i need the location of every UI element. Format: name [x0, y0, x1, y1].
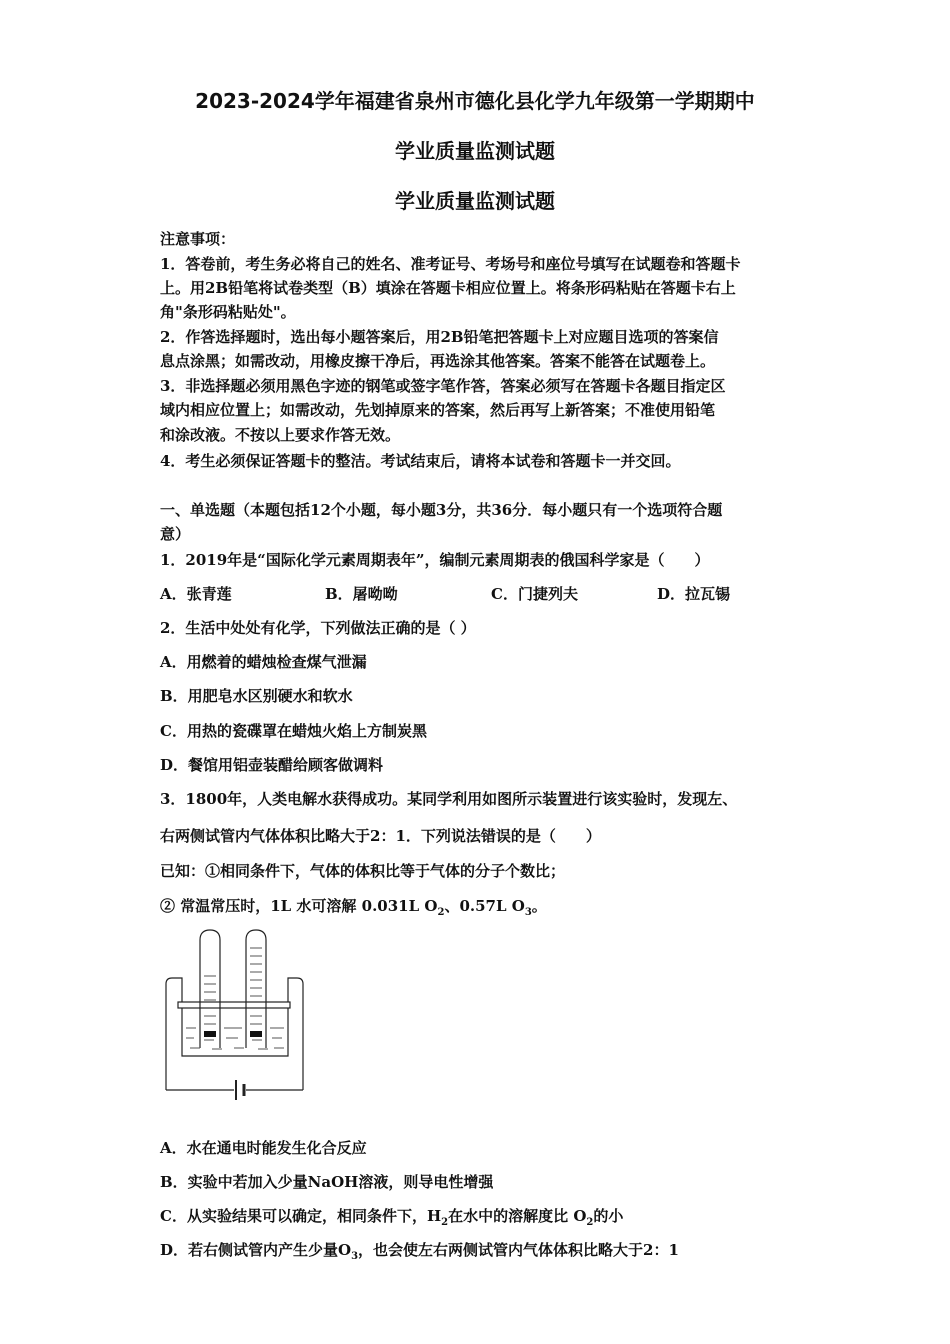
title-line-1: 2023-2024学年福建省泉州市德化县化学九年级第一学期期中 [195, 89, 755, 113]
notice-line: 上。用2B铅笔将试卷类型（B）填涂在答题卡相应位置上。将条形码粘贴在答题卡右上 [160, 279, 736, 297]
q1-option-d: D．拉瓦锡 [657, 585, 731, 603]
notice-line: 和涂改液。不按以上要求作答无效。 [160, 426, 401, 444]
left-test-tube [200, 930, 220, 1048]
q2-option-c: C．用热的瓷碟罩在蜡烛火焰上方制炭黑 [160, 722, 427, 740]
q1-option-b: B．屠呦呦 [325, 585, 398, 603]
notice-line: 4．考生必须保证答题卡的整洁。考试结束后，请将本试卷和答题卡一并交回。 [160, 452, 681, 470]
q3-stem-2: 右两侧试管内气体体积比略大于2：1．下列说法错误的是（ ） [160, 827, 601, 845]
trough-lid [178, 1002, 290, 1008]
q3-known-1: 已知：①相同条件下，气体的体积比等于气体的分子个数比； [160, 862, 566, 880]
q2-stem: 2．生活中处处有化学，下列做法正确的是（ ） [160, 619, 476, 637]
notice-line: 角"条形码粘贴处"。 [160, 303, 296, 321]
q3-option-a: A．水在通电时能发生化合反应 [160, 1139, 367, 1157]
notice-line: 息点涂黑；如需改动，用橡皮擦干净后，再选涂其他答案。答案不能答在试题卷上。 [160, 352, 716, 370]
left-electrode [204, 1031, 216, 1037]
title-line-3: 学业质量监测试题 [395, 189, 555, 213]
q1-stem: 1．2019年是“国际化学元素周期表年”，编制元素周期表的俄国科学家是（ ） [160, 551, 710, 569]
notice-heading: 注意事项： [160, 230, 236, 248]
water-in-trough [186, 1028, 284, 1049]
q3-option-c: C．从实验结果可以确定，相同条件下，$H_2$在水中的溶解度比 $O_2$的小 [160, 1207, 624, 1228]
q2-option-d: D．餐馆用铝壶装醋给顾客做调料 [160, 756, 384, 774]
right-electrode [250, 1031, 262, 1037]
q2-option-a: A．用燃着的蜡烛检查煤气泄漏 [160, 653, 367, 671]
water-in-tubes [204, 948, 262, 1024]
left-wire [166, 978, 182, 1090]
electrolysis-apparatus-figure [160, 928, 310, 1108]
right-wire [288, 978, 303, 1090]
notice-line: 2．作答选择题时，选出每小题答案后，用2B铅笔把答题卡上对应题目选项的答案信 [160, 328, 719, 346]
notice-line: 域内相应位置上；如需改动，先划掉原来的答案，然后再写上新答案；不准使用铅笔 [160, 401, 716, 419]
q3-option-b: B．实验中若加入少量NaOH溶液，则导电性增强 [160, 1173, 494, 1191]
section-heading-cont: 意） [160, 525, 191, 543]
section-heading: 一、单选题（本题包括12个小题，每小题3分，共36分．每小题只有一个选项符合题 [160, 501, 723, 519]
notice-line: 3．非选择题必须用黑色字迹的钢笔或签字笔作答，答案必须写在答题卡各题目指定区 [160, 377, 726, 395]
q2-option-b: B．用肥皂水区别硬水和软水 [160, 687, 353, 705]
q3-known-2: ② 常温常压时，1L 水可溶解 0.031L $O_2$、0.57L $O_3$。 [160, 897, 547, 918]
q1-option-a: A．张青莲 [160, 585, 232, 603]
water-trough [182, 1008, 288, 1056]
notice-line: 1．答卷前，考生务必将自己的姓名、准考证号、考场号和座位号填写在试题卷和答题卡 [160, 255, 741, 273]
q1-option-c: C．门捷列夫 [491, 585, 578, 603]
q3-stem-1: 3．1800年，人类电解水获得成功。某同学利用如图所示装置进行该实验时，发现左、 [160, 790, 738, 808]
q3-option-d: D．若右侧试管内产生少量$O_3$，也会使左右两侧试管内气体体积比略大于2：1 [160, 1241, 679, 1262]
title-line-2: 学业质量监测试题 [395, 139, 555, 163]
